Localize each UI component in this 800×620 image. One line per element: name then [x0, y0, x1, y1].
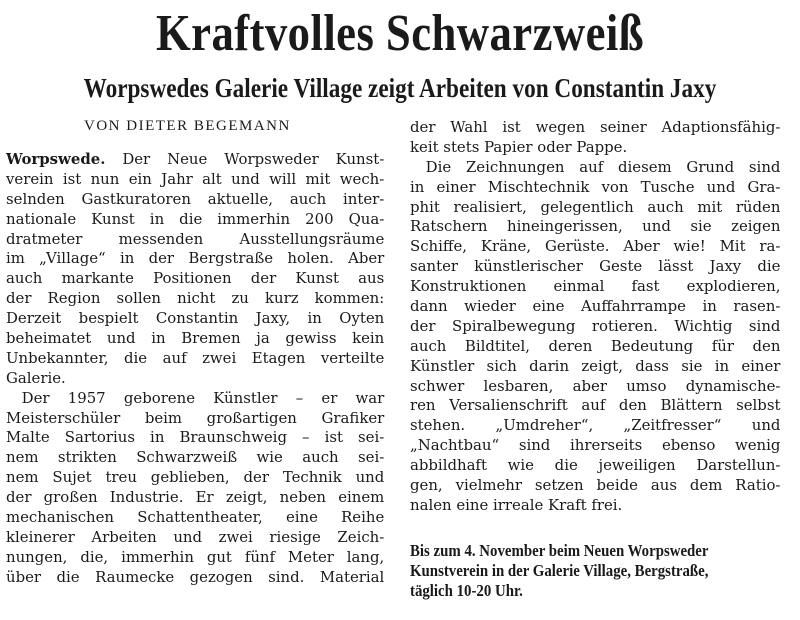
text-line: mechanischen Schattentheater, eine Reihe	[6, 508, 385, 527]
text-line: dann wieder eine Auffahrrampe in rasen-	[410, 297, 781, 316]
text-line: über die Raumecke gezogen sind. Material	[6, 567, 385, 586]
text-line: nalen eine irreale Kraft frei.	[410, 495, 623, 514]
text-line: dratmeter messenden Ausstellungsräume	[6, 229, 385, 248]
text-line: „Nachtbau“ sind ihrerseits ebenso wenig	[410, 436, 781, 455]
text-line: Ratschern hineingerissen, und sie zeigen	[410, 217, 781, 236]
info-line: Kunstverein in der Galerie Village, Bergstraße,	[410, 560, 709, 580]
text-fragment: Der Neue Worpsweder Kunst-	[105, 150, 385, 168]
text-line: ren Versalienschrift auf den Blättern selbst	[410, 396, 781, 415]
text-line: der Region sollen nicht zu kurz kommen:	[6, 289, 385, 308]
info-line: Bis zum 4. November beim Neuen Worpsweder	[410, 541, 709, 560]
text-line: phit realisiert, gelegentlich auch mit rüden	[410, 197, 781, 216]
text-line: nem Sujet treu geblieben, der Technik und	[6, 468, 385, 487]
exhibition-info	[410, 541, 750, 601]
text-line: Malte Sartorius in Braunschweig – ist sei-	[6, 428, 385, 447]
text-line: keit stets Papier oder Pappe.	[410, 137, 628, 156]
text-line: Die Zeichnungen auf diesem Grund sind	[425, 157, 781, 176]
text-line: nationale Kunst in die immerhin 200 Qua-	[6, 209, 385, 228]
text-line: Derzeit bespielt Constantin Jaxy, in Oyten	[6, 309, 385, 328]
text-line: schwer lesbaren, aber umso dynamische-	[410, 376, 781, 395]
text-line: gen, vielmehr setzen beide aus dem Ratio-	[410, 476, 781, 495]
text-line: Der 1957 geborene Künstler – er war	[21, 388, 385, 407]
text-line	[6, 150, 384, 170]
text-line: abbildhaft wie die jeweiligen Darstellun-	[410, 456, 781, 475]
right-column	[410, 118, 780, 516]
text-line: selnden Gastkuratoren aktuelle, auch inter-	[6, 189, 385, 208]
dateline: Worpswede.	[6, 150, 106, 168]
text-line: stehen. „Umdreher“, „Zeitfresser“ und	[410, 416, 781, 435]
byline: VON DIETER BEGEMANN	[84, 118, 291, 134]
column-divider	[400, 118, 401, 608]
text-line: kleinerer Arbeiten und zwei riesige Zeich-	[6, 527, 385, 546]
text-line: im „Village“ in der Bergstraße holen. Aber	[6, 249, 385, 268]
headline: Kraftvolles Schwarzweiß	[155, 5, 645, 62]
left-column	[6, 150, 384, 588]
text-line: Schiffe, Kräne, Gerüste. Aber wie! Mit ra-	[410, 237, 781, 256]
text-line: auch Bildtitel, deren Bedeutung für den	[410, 336, 781, 355]
text-line: santer künstlerischer Geste lässt Jaxy die	[410, 257, 781, 276]
text-line: der Spiralbewegung rotieren. Wichtig sind	[410, 316, 781, 335]
text-line: Konstruktionen einmal fast explodieren,	[410, 277, 781, 296]
text-line: Unbekannter, die auf zwei Etagen verteilte	[6, 348, 385, 367]
text-line: verein ist nun ein Jahr alt und will mit wech-	[6, 169, 385, 188]
info-line: täglich 10-20 Uhr.	[410, 580, 523, 600]
text-line: Künstler sich darin zeigt, dass sie in einer	[410, 356, 781, 375]
text-line: Meisterschüler beim großartigen Grafiker	[6, 408, 385, 427]
text-line: der großen Industrie. Er zeigt, neben einem	[6, 488, 385, 507]
text-line: Galerie.	[6, 368, 66, 387]
text-line: beheimatet und in Bremen ja gewiss kein	[6, 329, 385, 348]
text-line: auch markante Positionen der Kunst aus	[6, 269, 385, 288]
text-line: der Wahl ist wegen seiner Adaptionsfähig-	[410, 118, 781, 136]
text-line: nungen, die, immerhin gut fünf Meter lang,	[6, 547, 385, 566]
text-line: in einer Mischtechnik von Tusche und Gra-	[410, 177, 781, 196]
text-line: nem strikten Schwarzweiß wie auch sei-	[6, 448, 385, 467]
subheadline: Worpswedes Galerie Village zeigt Arbeiten von Constantin Jaxy	[83, 73, 717, 103]
